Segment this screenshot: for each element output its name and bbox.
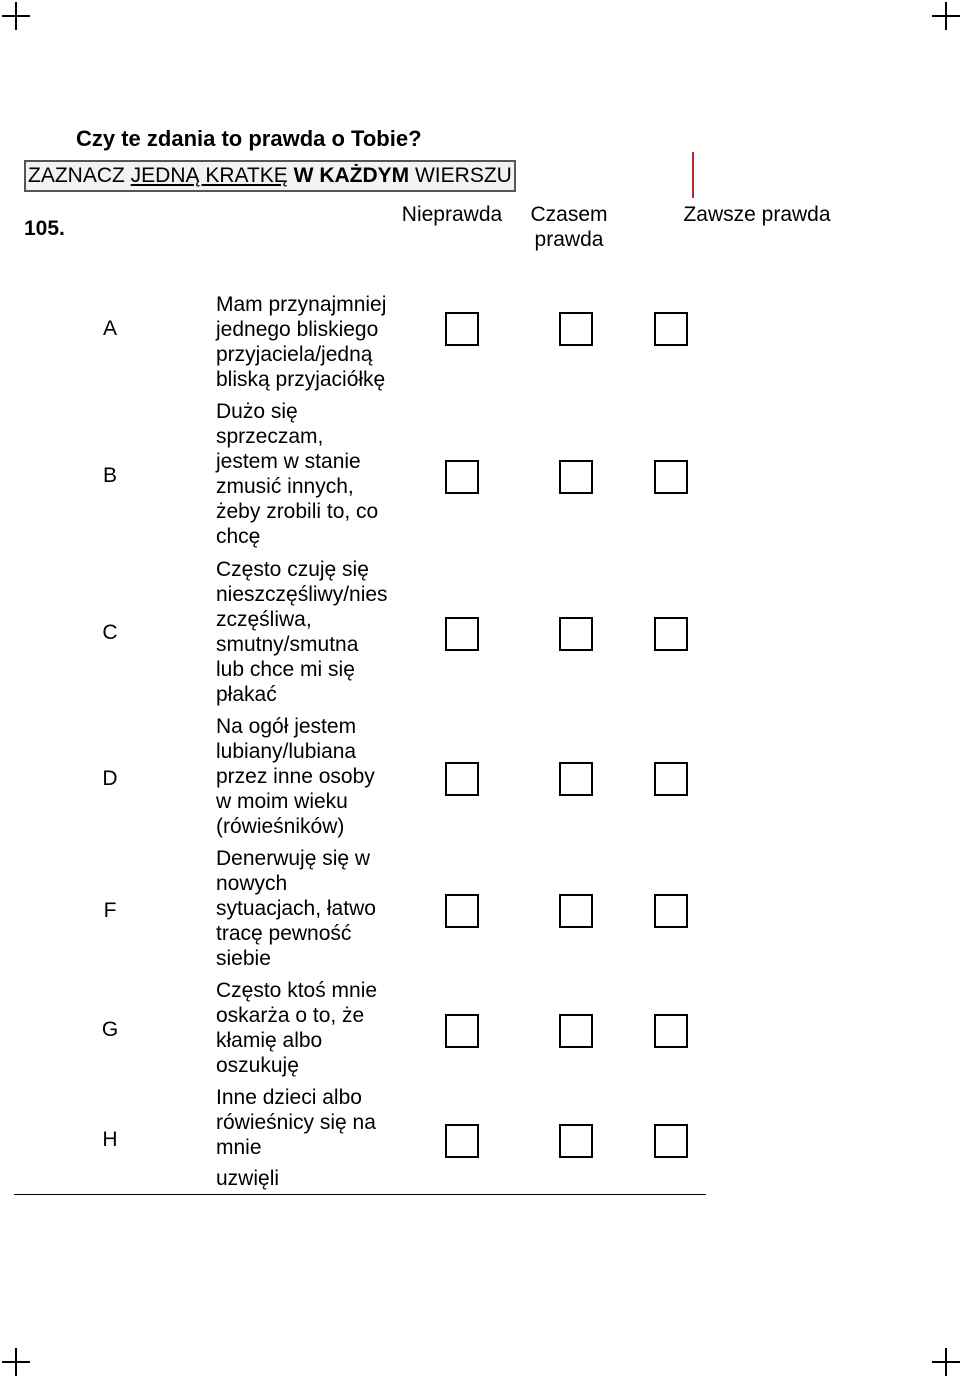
checkbox-czasem-prawda[interactable] (559, 460, 593, 494)
instruction-box (24, 160, 516, 192)
crop-mark-bottom-right (932, 1348, 960, 1376)
checkbox-czasem-prawda[interactable] (559, 617, 593, 651)
checkbox-czasem-prawda[interactable] (559, 894, 593, 928)
checkbox-zawsze-prawda[interactable] (654, 1014, 688, 1048)
statement-text: Często czuję się nieszczęśliwy/nies zczęśliwa, smutny/smutna lub chce mi się płakać (216, 558, 388, 706)
row-letter: A (102, 317, 117, 340)
instruction-part-2: JEDNĄ KRATKĘ (130, 164, 288, 187)
checkbox-nieprawda[interactable] (445, 1014, 479, 1048)
crop-mark-top-right (932, 2, 960, 30)
statement-text: Na ogół jestem lubiany/lubiana przez inne osoby w moim wieku (rówieśników) (216, 715, 375, 838)
checkbox-czasem-prawda[interactable] (559, 762, 593, 796)
question-title: Czy te zdania to prawda o Tobie? (76, 126, 422, 151)
trailing-text: uzwięli (216, 1167, 280, 1190)
checkbox-nieprawda[interactable] (445, 762, 479, 796)
statement-text: Denerwuję się w nowych sytuacjach, łatwo tracę pewność siebie (216, 847, 376, 970)
column-header-nieprawda: Nieprawda (401, 203, 503, 226)
row-letter: H (102, 1128, 118, 1151)
checkbox-zawsze-prawda[interactable] (654, 312, 688, 346)
instruction-part-1: ZAZNACZ (28, 164, 131, 187)
checkbox-zawsze-prawda[interactable] (654, 460, 688, 494)
checkbox-nieprawda[interactable] (445, 894, 479, 928)
margin-mark (692, 152, 694, 198)
row-letter: C (102, 621, 118, 644)
instruction-part-4: WIERSZU (409, 164, 512, 187)
statement-text: Dużo się sprzeczam, jestem w stanie zmusić innych, żeby zrobili to, co chcę (216, 400, 379, 548)
statement-text: Inne dzieci albo rówieśnicy się na mnie (216, 1086, 376, 1159)
checkbox-czasem-prawda[interactable] (559, 312, 593, 346)
bottom-rule (14, 1194, 706, 1195)
checkbox-zawsze-prawda[interactable] (654, 894, 688, 928)
row-letter: F (103, 899, 117, 922)
question-number: 105. (24, 217, 65, 240)
checkbox-nieprawda[interactable] (445, 617, 479, 651)
column-header-zawsze-prawda: Zawsze prawda (683, 203, 831, 226)
checkbox-zawsze-prawda[interactable] (654, 617, 688, 651)
checkbox-czasem-prawda[interactable] (559, 1014, 593, 1048)
crop-mark-top-left (2, 2, 30, 30)
crop-mark-bottom-left (2, 1348, 30, 1376)
statement-text: Często ktoś mnie oskarża o to, że kłamię albo oszukuję (216, 979, 378, 1077)
checkbox-zawsze-prawda[interactable] (654, 1124, 688, 1158)
checkbox-nieprawda[interactable] (445, 1124, 479, 1158)
checkbox-czasem-prawda[interactable] (559, 1124, 593, 1158)
row-letter: B (102, 464, 117, 487)
checkbox-zawsze-prawda[interactable] (654, 762, 688, 796)
column-header-czasem-prawda: Czasem prawda (530, 203, 608, 251)
statement-text: Mam przynajmniej jednego bliskiego przyjaciela/jedną bliską przyjaciółkę (216, 293, 387, 391)
instruction-part-3: W KAŻDYM (287, 164, 410, 187)
checkbox-nieprawda[interactable] (445, 312, 479, 346)
row-letter: D (102, 767, 118, 790)
checkbox-nieprawda[interactable] (445, 460, 479, 494)
row-letter: G (101, 1018, 119, 1041)
